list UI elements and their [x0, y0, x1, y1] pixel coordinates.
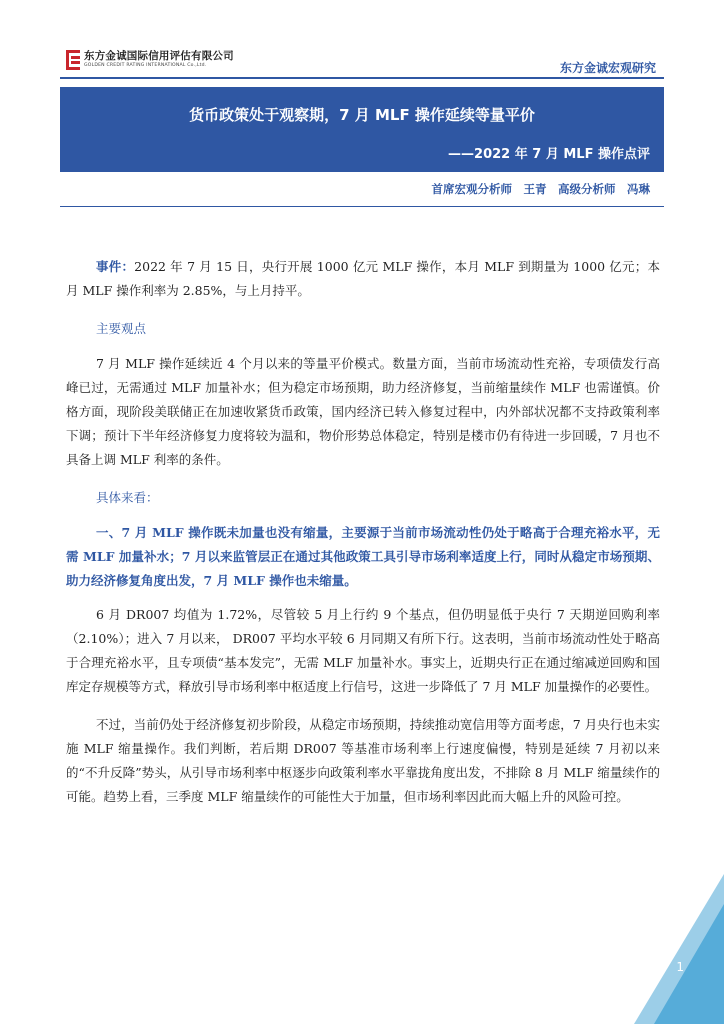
corner-decoration	[634, 874, 724, 1024]
main-views-paragraph: 7 月 MLF 操作延续近 4 个月以来的等量平价模式。数量方面，当前市场流动性充裕，专项债发行高峰已过，无需通过 MLF 加量补水；但为稳定市场预期，助力经济修复，当前缩量续作 MLF 也需谨慎。价格方面，现阶段美联储正在加速收紧货币政策，国内经济已转入修复过程中，内外部状况都不支持政策利率下调；预计下半年经济修复力度将较为温和，物价形势总体稳定，特别是楼市仍有待进一步回暖，7 月也不具备上调 MLF 利率的条件。	[66, 356, 660, 467]
company-name-en: GOLDEN CREDIT RATING INTERNATIONAL Co.,Ltd.	[84, 62, 207, 68]
report-subtitle: ——2022 年 7 月 MLF 操作点评	[448, 147, 650, 162]
point-one-heading: 一、7 月 MLF 操作既未加量也没有缩量，主要源于当前市场流动性仍处于略高于合理充裕水平，无需 MLF 加量补水；7 月以来监管层正在通过其他政策工具引导市场利率适度上行，同时从稳定市场预期、助力经济修复角度出发，7 月 MLF 操作也未缩量。	[66, 525, 660, 588]
event-paragraph	[66, 255, 660, 303]
page-number: 1	[676, 960, 684, 974]
company-name-cn: 东方金诚国际信用评估有限公司	[84, 50, 234, 63]
header-divider	[60, 77, 664, 79]
body-paragraph-2: 不过，当前仍处于经济修复初步阶段，从稳定市场预期，持续推动宽信用等方面考虑，7 月央行也未实施 MLF 缩量操作。我们判断，若后期 DR007 等基准市场利率上行速度偏慢，特别是延续 7 月初以来的“不升反降”势头，从引导市场利率中枢逐步向政策利率水平靠拢角度出发，不排除 8 月 MLF 缩量续作的可能。趋势上看，三季度 MLF 缩量续作的可能性大于加量，但市场利率因此而大幅上升的风险可控。	[66, 717, 660, 804]
event-text: 2022 年 7 月 15 日，央行开展 1000 亿元 MLF 操作，本月 MLF 到期量为 1000 亿元；本月 MLF 操作利率为 2.85%，与上月持平。	[66, 259, 660, 298]
event-label: 事件：	[96, 259, 135, 274]
main-views-heading: 主要观点	[96, 321, 147, 336]
report-body	[66, 255, 660, 809]
body-paragraph-1: 6 月 DR007 均值为 1.72%，尽管较 5 月上行约 9 个基点，但仍明显低于央行 7 天期逆回购利率（2.10%）；进入 7 月以来， DR007 平均水平较 6 月同期又有所下行。这表明，当前市场流动性处于略高于合理充裕水平，且专项债“基本发完”，无需 MLF 加量补水。事实上，近期央行正在通过缩减逆回购和国库定存规模等方式，释放引导市场利率中枢适度上行信号，这进一步降低了 7 月 MLF 加量操作的必要性。	[66, 607, 660, 694]
company-logo	[66, 50, 234, 70]
title-banner	[60, 87, 664, 172]
brand-label: 东方金诚宏观研究	[559, 61, 656, 75]
report-title: 货币政策处于观察期，7 月 MLF 操作延续等量平价	[189, 106, 535, 124]
author-line: 首席宏观分析师 王青 高级分析师 冯琳	[60, 172, 664, 207]
logo-icon	[66, 50, 80, 70]
specifics-heading: 具体来看：	[96, 490, 159, 505]
